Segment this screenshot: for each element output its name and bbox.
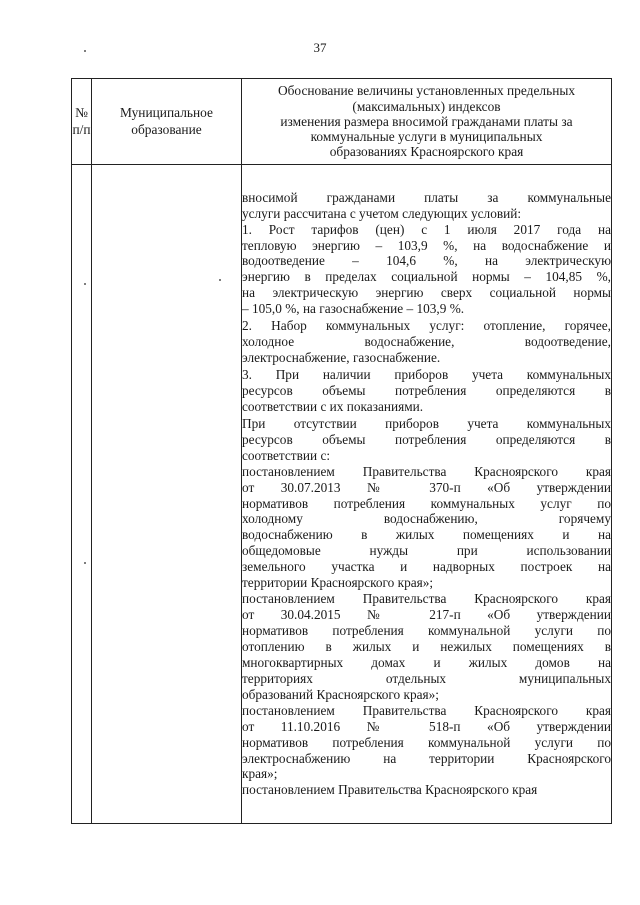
text-line: электроснабжение, газоснабжение. (242, 350, 441, 366)
text-line: края»; (242, 766, 278, 782)
header-justification-line: Обоснование величины установленных предельных (277, 83, 576, 99)
header-justification-line: образованиях Красноярского края (329, 144, 524, 160)
text-line: отоплению в жилых и нежилых помещениях в (242, 638, 611, 654)
text-line: тепловую энергию – 103,9 %, на водоснабжение и (242, 237, 611, 253)
text-line: 2. Набор коммунальных услуг: отопление, горячее, (242, 318, 611, 334)
text-line: многоквартирных домах и жилых домов на (242, 654, 611, 670)
text-line: холодному водоснабжению, горячему (242, 511, 611, 527)
header-num-line: п/п (72, 121, 91, 137)
text-line: на электрическую энергию сверх социальной нормы (242, 285, 611, 301)
text-line: водоотведение – 104,6 %, на электрическую (242, 253, 611, 269)
text-line: соответствии с: (242, 447, 331, 463)
table-row (72, 165, 612, 824)
row-justification-cell (242, 165, 612, 824)
text-line: образований Красноярского края»; (242, 686, 439, 702)
header-justification-line: (максимальных) индексов (352, 98, 501, 114)
row-municipality-cell (92, 165, 242, 824)
text-line: территориях отдельных муниципальных (242, 670, 611, 686)
page-number: 37 (313, 40, 327, 55)
text-line: постановлением Правительства Красноярского края (242, 782, 538, 798)
header-justification-line: коммунальные услуги в муниципальных (310, 129, 543, 145)
text-line: ресурсов объемы потребления определяются в (242, 431, 611, 447)
text-line: холодное водоснабжение, водоотведение, (242, 334, 611, 350)
text-line: услуги рассчитана с учетом следующих условий: (242, 205, 522, 221)
text-line: нормативов потребления коммунальных услуг по (242, 495, 611, 511)
text-line: электроснабжению на территории Красноярского (242, 750, 611, 766)
text-line: ресурсов объемы потребления определяются в (242, 382, 611, 398)
text-line: постановлением Правительства Красноярского края (242, 463, 611, 479)
text-line: от 30.04.2015 № 217-п «Об утверждении (242, 607, 611, 623)
text-line: соответствии с их показаниями. (242, 398, 424, 414)
text-line: общедомовые нужды при использовании (242, 543, 611, 559)
header-municipality-line: Муниципальное (120, 105, 213, 121)
scan-speck (84, 50, 86, 52)
table-header-row (72, 79, 612, 165)
header-municipality (92, 79, 242, 165)
text-line: водоснабжению в жилых помещениях и на (242, 527, 611, 543)
text-line: При отсутствии приборов учета коммунальных (242, 415, 611, 431)
text-line: 1. Рост тарифов (цен) с 1 июля 2017 года на (242, 221, 611, 237)
text-line: постановлением Правительства Красноярского края (242, 702, 611, 718)
text-line: нормативов потребления коммунальной услуги по (242, 734, 611, 750)
tariff-justification-table (71, 78, 612, 824)
header-num (72, 79, 92, 165)
header-municipality-line: образование (131, 121, 202, 137)
text-line: энергию в пределах социальной нормы – 104,85 %, (242, 269, 611, 285)
text-line: территории Красноярского края»; (242, 575, 434, 591)
text-line: нормативов потребления коммунальной услуги по (242, 623, 611, 638)
header-justification-line: изменения размера вносимой гражданами платы за (280, 113, 573, 129)
text-line: от 11.10.2016 № 518-п «Об утверждении (242, 718, 611, 734)
text-line: вносимой гражданами платы за коммунальные (242, 189, 611, 205)
text-line: от 30.07.2013 № 370-п «Об утверждении (242, 479, 611, 495)
text-line: – 105,0 %, на газоснабжение – 103,9 %. (242, 301, 465, 317)
text-line: 3. При наличии приборов учета коммунальных (242, 367, 611, 382)
row-num-cell (72, 165, 92, 824)
header-justification (242, 79, 612, 165)
header-num-line: № (75, 105, 88, 121)
text-line: земельного участка и надворных построек на (242, 559, 611, 575)
text-line: постановлением Правительства Красноярского края (242, 591, 611, 607)
